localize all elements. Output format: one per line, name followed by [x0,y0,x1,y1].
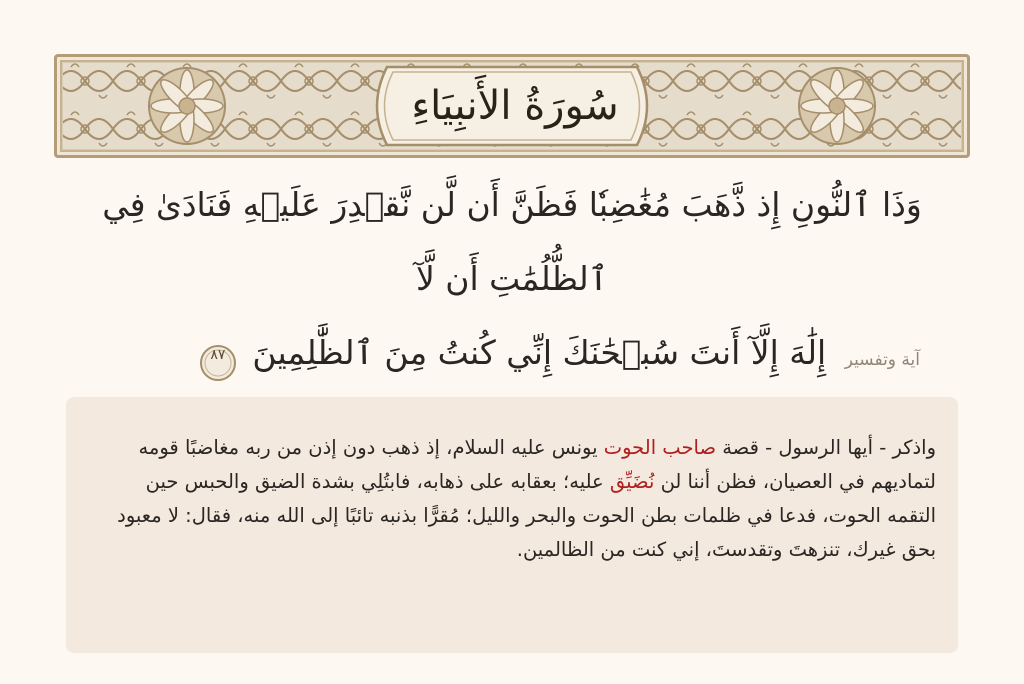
ayah-number: ٨٧ [210,346,226,363]
surah-header-banner [54,54,970,158]
surah-title: سُورَةُ الأَنبِيَاءِ [411,83,619,129]
ayah-number-marker [198,335,238,375]
tafsir-part-3: عليه؛ بعقابه على ذهابه، فابتُلِي بشدة الضيق والحبس حين التقمه الحوت، فدعا في ظلمات بطن الحوت والبحر والليل؛ مُقرًّا بذنبه تائبًا إلى الله منه، فقال: لا معبود بحق غيرك، تنزهتَ وتقدستَ، إني كنت من الظالمين. [117,470,936,561]
tafsir-highlight-1: صاحب الحوت [603,436,717,459]
quran-verse [60,168,964,390]
right-flower-ornament [799,68,875,144]
verse-line-1: وَذَا ٱلنُّونِ إِذ ذَّهَبَ مُغَٰضِبٗا فَظَنَّ أَن لَّن نَّقۡدِرَ عَلَيۡهِ فَنَادَىٰ فِي ٱلظُّلُمَٰتِ أَن لَّآ [102,185,922,298]
tafsir-part-2: يونس عليه السلام، إذ ذهب دون إذن من ربه مغاضبًا قومه لتماديهم في العصيان، فظن أننا لن [138,436,936,493]
verse-line-2 [60,316,964,390]
tafsir-part-1: واذكر - أيها الرسول - قصة [716,436,936,459]
section-heading-tafsir: آية وتفسير [844,350,920,370]
tafsir-highlight-2: نُضَيِّق [609,470,655,493]
verse-line-2-text: إِلَٰهَ إِلَّآ أَنتَ سُبۡحَٰنَكَ إِنِّي كُنتُ مِنَ ٱلظَّٰلِمِينَ [252,333,827,372]
left-flower-ornament [149,68,225,144]
tafsir-card [66,397,958,653]
tafsir-text [94,431,936,567]
